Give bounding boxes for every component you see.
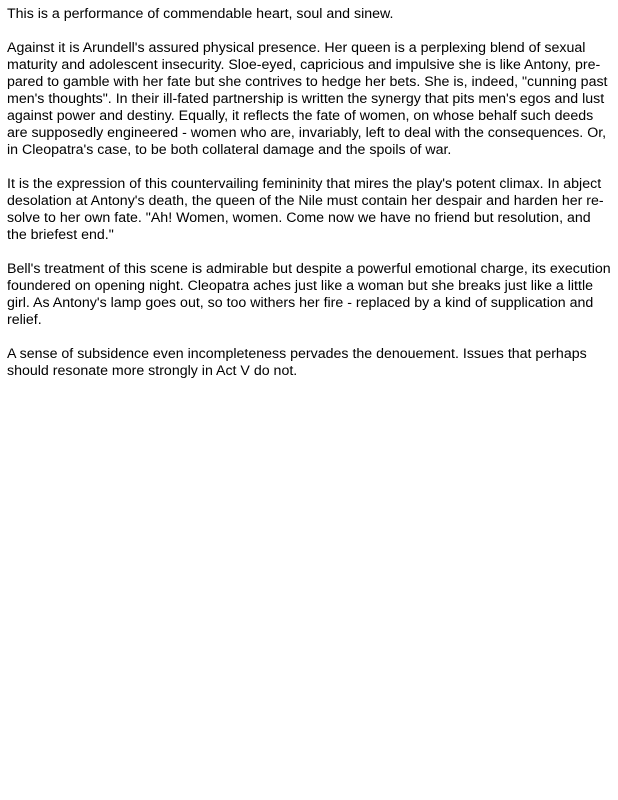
text-line: foundered on opening night. Cleopatra aches just like a woman but she breaks just like a little: [7, 278, 593, 294]
text-line: pared to gamble with her fate but she contrives to hedge her bets. She is, indeed, "cunning past: [7, 74, 608, 90]
text-line: This is a performance of commendable heart, soul and sinew.: [7, 6, 394, 22]
text-line: desolation at Antony's death, the queen of the Nile must contain her despair and harden her re-: [7, 193, 604, 209]
paragraph-5: [7, 346, 613, 380]
paragraph-4: [7, 261, 613, 329]
text-line: Against it is Arundell's assured physical presence. Her queen is a perplexing blend of sexual: [7, 40, 586, 56]
text-line: solve to her own fate. "Ah! Women, women. Come now we have no friend but resolution, and: [7, 210, 591, 226]
text-line: maturity and adolescent insecurity. Sloe-eyed, capricious and impulsive she is like Antony, pre-: [7, 57, 601, 73]
text-line: relief.: [7, 312, 42, 328]
paragraph-2: [7, 40, 613, 159]
text-line: the briefest end.": [7, 227, 114, 243]
document-body: [7, 6, 613, 397]
text-line: Bell's treatment of this scene is admirable but despite a powerful emotional charge, its execution: [7, 261, 611, 277]
paragraph-3: [7, 176, 613, 244]
text-line: men's thoughts". In their ill-fated partnership is written the synergy that pits men's egos and lust: [7, 91, 605, 107]
text-line: It is the expression of this countervailing femininity that mires the play's potent climax. In abject: [7, 176, 602, 192]
text-line: A sense of subsidence even incompleteness pervades the denouement. Issues that perhaps: [7, 346, 587, 362]
text-line: should resonate more strongly in Act V do not.: [7, 363, 298, 379]
text-line: in Cleopatra's case, to be both collateral damage and the spoils of war.: [7, 142, 452, 158]
text-line: girl. As Antony's lamp goes out, so too withers her fire - replaced by a kind of supplication and: [7, 295, 594, 311]
text-line: against power and destiny. Equally, it reflects the fate of women, on whose behalf such deeds: [7, 108, 594, 124]
paragraph-1: [7, 6, 613, 23]
text-line: are supposedly engineered - women who are, invariably, left to deal with the consequences. Or,: [7, 125, 607, 141]
